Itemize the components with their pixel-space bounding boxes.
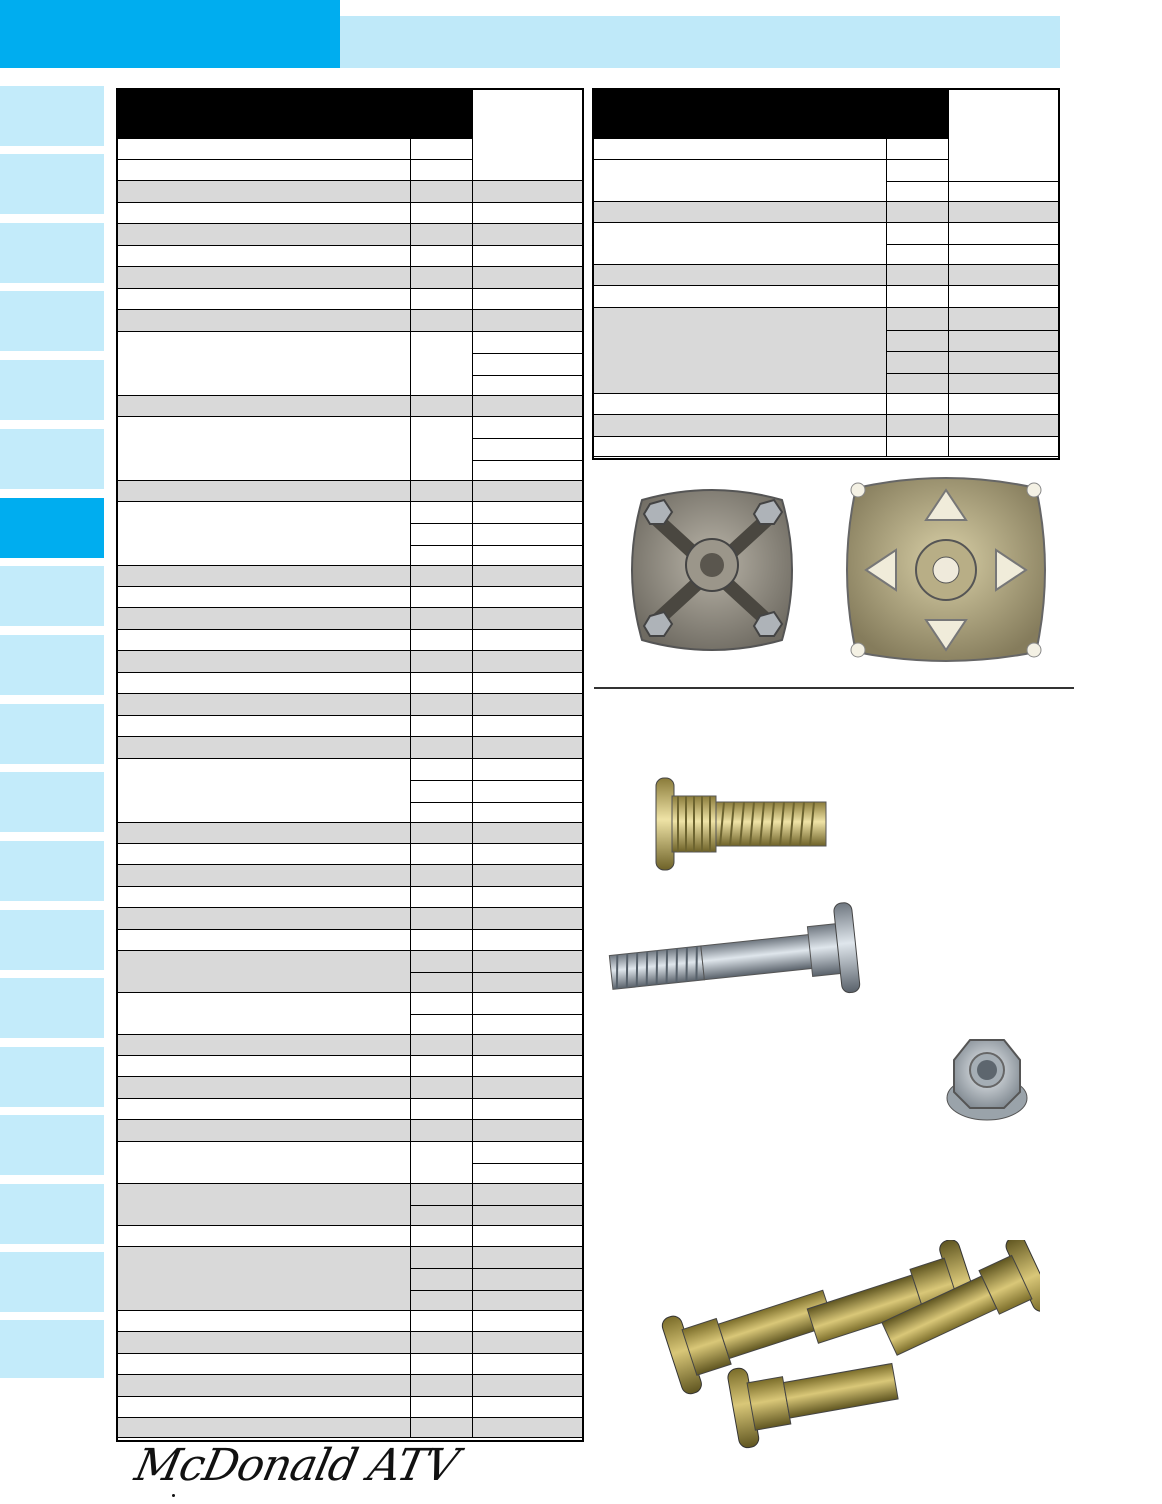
brand-logo: McDonald ATV	[130, 1440, 463, 1491]
wheel-hub-front-photo	[612, 470, 812, 670]
table-row	[118, 759, 582, 823]
table-cell	[410, 1354, 472, 1374]
table-row	[118, 1418, 582, 1438]
table-row	[118, 737, 582, 759]
table-cell	[948, 415, 1058, 436]
table-cell	[410, 481, 472, 501]
table-row	[118, 417, 582, 481]
table-cell	[410, 1226, 472, 1246]
table-cell	[886, 415, 948, 436]
table-row	[118, 1184, 582, 1226]
table-cell	[472, 823, 582, 843]
table-row	[118, 224, 582, 246]
table-row	[594, 437, 1058, 457]
table-row	[118, 823, 582, 844]
table-cell	[410, 332, 472, 395]
table-cell	[410, 716, 472, 736]
table-cell	[472, 1354, 582, 1374]
table-cell	[472, 396, 582, 416]
sidebar-tab[interactable]	[0, 704, 104, 764]
table-row	[118, 1077, 582, 1099]
table-cell	[410, 1056, 472, 1076]
sidebar-tab[interactable]	[0, 1184, 104, 1244]
table-row	[118, 1226, 582, 1247]
table-cell	[472, 1226, 582, 1246]
table-cell	[886, 394, 948, 414]
table-cell	[948, 286, 1058, 307]
table-cell	[472, 1397, 582, 1417]
table-cell	[472, 1120, 582, 1141]
table-row	[118, 502, 582, 566]
table-row	[594, 286, 1058, 308]
table-cell	[472, 865, 582, 886]
table-cell	[472, 481, 582, 501]
table-cell	[472, 1077, 582, 1098]
table-cell	[472, 1247, 582, 1310]
table-row	[118, 608, 582, 630]
table-cell	[410, 1418, 472, 1437]
table-row	[118, 332, 582, 396]
table-row	[118, 566, 582, 587]
table-row	[118, 160, 582, 181]
table-row	[118, 887, 582, 908]
flange-nut-photo	[944, 1030, 1030, 1126]
table-row	[118, 267, 582, 289]
sidebar-tab[interactable]	[0, 566, 104, 626]
table-cell	[410, 1142, 472, 1183]
table-cell	[410, 417, 472, 480]
table-cell	[472, 224, 582, 245]
table-cell	[472, 1035, 582, 1055]
table-cell	[410, 203, 472, 223]
table-cell	[410, 1077, 472, 1098]
table-cell	[472, 502, 582, 565]
table-row	[118, 481, 582, 502]
table-cell	[410, 887, 472, 907]
table-row	[118, 1332, 582, 1354]
table-cell	[410, 694, 472, 715]
table-subheader	[118, 138, 472, 160]
table-row	[118, 1099, 582, 1120]
sidebar-tab[interactable]	[0, 635, 104, 695]
table-cell	[472, 160, 582, 180]
sidebar-tab[interactable]	[0, 772, 104, 832]
wheel-hub-rear-photo	[836, 470, 1056, 670]
table-cell	[410, 823, 472, 843]
sidebar-tab[interactable]	[0, 1047, 104, 1107]
table-cell	[472, 587, 582, 607]
table-cell	[472, 630, 582, 650]
table-cell	[410, 651, 472, 672]
table-header	[594, 90, 948, 138]
table-cell	[410, 759, 472, 822]
table-cell	[410, 1099, 472, 1119]
table-cell	[410, 630, 472, 650]
table-row	[118, 1142, 582, 1184]
header-accent-bar	[0, 0, 340, 68]
table-subheader	[594, 138, 948, 160]
sidebar-tab[interactable]	[0, 910, 104, 970]
table-cell	[410, 1332, 472, 1353]
table-cell	[410, 289, 472, 309]
table-row	[118, 673, 582, 694]
table-row	[118, 1035, 582, 1056]
sidebar-tab[interactable]	[0, 360, 104, 420]
table-row	[118, 246, 582, 267]
table-cell	[472, 759, 582, 822]
table-row	[594, 308, 1058, 394]
table-cell	[472, 267, 582, 288]
table-cell	[410, 908, 472, 929]
table-cell	[886, 286, 948, 307]
table-row	[118, 1247, 582, 1311]
sidebar-tab[interactable]	[0, 1115, 104, 1175]
table-cell	[410, 246, 472, 266]
wheel-stud-long-photo	[604, 900, 874, 1010]
table-cell	[886, 437, 948, 456]
table-cell	[410, 224, 472, 245]
table-cell	[472, 289, 582, 309]
table-row	[594, 265, 1058, 286]
logo-mark	[172, 1494, 175, 1497]
table-cell	[410, 396, 472, 416]
table-cell	[472, 310, 582, 331]
table-row	[118, 951, 582, 993]
table-cell	[472, 651, 582, 672]
table-cell	[948, 437, 1058, 456]
table-row	[118, 1056, 582, 1077]
section-divider	[594, 687, 1074, 689]
table-cell	[410, 1311, 472, 1331]
sidebar-tab[interactable]	[0, 978, 104, 1038]
table-cell	[948, 265, 1058, 285]
table-row	[118, 181, 582, 203]
table-cell	[472, 737, 582, 758]
table-cell	[410, 566, 472, 586]
table-cell	[410, 160, 472, 180]
table-cell	[472, 1332, 582, 1353]
table-cell	[410, 865, 472, 886]
table-row	[118, 1375, 582, 1397]
table-row	[594, 160, 1058, 202]
wheel-stud-set-photo	[640, 1240, 1040, 1450]
table-row	[118, 587, 582, 608]
table-header-col2	[410, 90, 472, 138]
table-cell	[472, 566, 582, 586]
table-row	[594, 415, 1058, 437]
table-cell	[472, 930, 582, 950]
sidebar-tab[interactable]	[0, 154, 104, 214]
sidebar-tab[interactable]	[0, 1252, 104, 1312]
table-cell	[410, 1247, 472, 1310]
table-row	[118, 716, 582, 737]
table-row	[118, 1354, 582, 1375]
table-row	[118, 1311, 582, 1332]
sidebar-tab[interactable]	[0, 86, 104, 146]
table-row	[594, 223, 1058, 265]
table-cell	[472, 608, 582, 629]
table-cell	[886, 265, 948, 285]
table-cell	[410, 1035, 472, 1055]
table-cell	[472, 887, 582, 907]
sidebar-tab[interactable]	[0, 841, 104, 901]
table-row	[118, 865, 582, 887]
table-cell	[948, 202, 1058, 222]
table-cell	[948, 394, 1058, 414]
sidebar-tab[interactable]	[0, 1320, 104, 1378]
table-cell	[410, 608, 472, 629]
table-cell	[472, 1056, 582, 1076]
table-cell	[410, 267, 472, 288]
header-title-bar	[340, 16, 1060, 68]
sidebar-tab-active[interactable]	[0, 498, 104, 558]
table-cell	[410, 587, 472, 607]
table-cell	[472, 1311, 582, 1331]
table-row	[118, 844, 582, 865]
table-cell	[410, 673, 472, 693]
table-cell	[410, 1375, 472, 1396]
table-row	[118, 694, 582, 716]
table-cell	[410, 1397, 472, 1417]
table-cell	[410, 737, 472, 758]
table-cell	[410, 502, 472, 565]
table-cell	[472, 246, 582, 266]
table-cell	[410, 844, 472, 864]
table-cell	[472, 203, 582, 223]
table-cell	[410, 310, 472, 331]
table-row	[118, 630, 582, 651]
table-cell	[472, 844, 582, 864]
table-row	[118, 289, 582, 310]
table-row	[118, 1120, 582, 1142]
parts-table-right	[592, 88, 1060, 460]
table-row	[594, 394, 1058, 415]
table-cell	[472, 694, 582, 715]
table-row	[118, 993, 582, 1035]
table-cell	[472, 332, 582, 395]
table-cell	[472, 1099, 582, 1119]
table-row	[118, 203, 582, 224]
table-cell	[472, 1375, 582, 1396]
table-row	[118, 396, 582, 417]
table-row	[118, 310, 582, 332]
sidebar-tab[interactable]	[0, 223, 104, 283]
table-cell	[410, 930, 472, 950]
sidebar-tab[interactable]	[0, 291, 104, 351]
table-cell	[472, 908, 582, 929]
sidebar-tab[interactable]	[0, 429, 104, 489]
table-cell	[472, 417, 582, 480]
table-row	[118, 1397, 582, 1418]
table-cell	[410, 1120, 472, 1141]
table-cell	[472, 1418, 582, 1437]
parts-table-left	[116, 88, 584, 1442]
table-cell	[886, 202, 948, 222]
table-cell	[472, 181, 582, 202]
table-row	[594, 202, 1058, 223]
table-row	[118, 930, 582, 951]
table-row	[118, 651, 582, 673]
table-row	[118, 908, 582, 930]
table-cell	[472, 716, 582, 736]
table-cell	[472, 673, 582, 693]
wheel-stud-short-photo	[646, 770, 836, 880]
table-cell	[410, 181, 472, 202]
